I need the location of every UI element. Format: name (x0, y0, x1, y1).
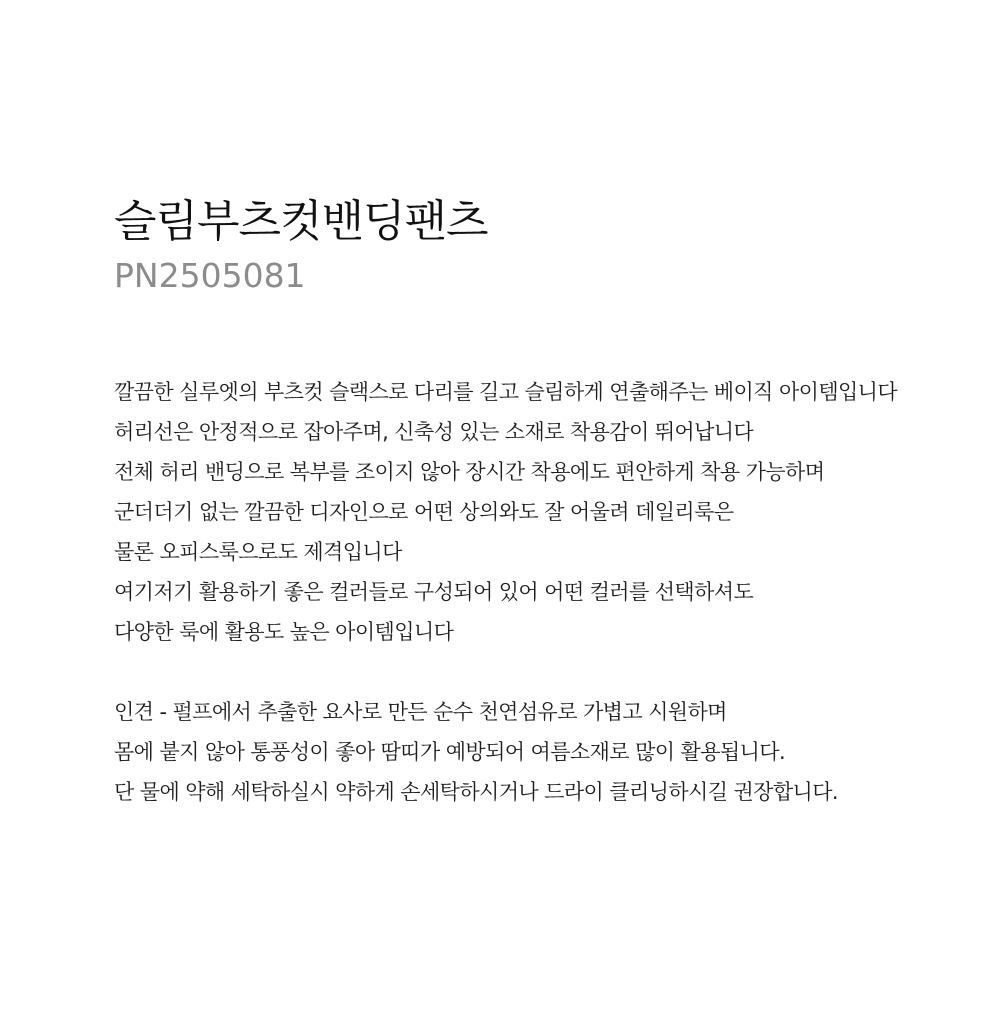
product-code: PN2505081 (114, 256, 306, 295)
material-line: 인견 - 펄프에서 추출한 요사로 만든 순수 천연섬유로 가볍고 시원하며 (114, 700, 727, 724)
description-line: 전체 허리 밴딩으로 복부를 조이지 않아 장시간 착용에도 편안하게 착용 가능하며 (114, 460, 825, 484)
description-line: 군더더기 없는 깔끔한 디자인으로 어떤 상의와도 잘 어울려 데일리룩은 (114, 500, 734, 524)
product-header (114, 192, 488, 296)
material-line: 단 물에 약해 세탁하실시 약하게 손세탁하시거나 드라이 클리닝하시길 권장합니다. (114, 780, 838, 804)
description-line: 다양한 룩에 활용도 높은 아이템입니다 (114, 620, 454, 644)
paragraph-spacer (114, 652, 984, 692)
product-title: 슬림부츠컷밴딩팬츠 (114, 196, 488, 247)
description-line: 여기저기 활용하기 좋은 컬러들로 구성되어 있어 어떤 컬러를 선택하셔도 (114, 580, 754, 604)
description-line: 깔끔한 실루엣의 부츠컷 슬랙스로 다리를 길고 슬림하게 연출해주는 베이직 아이템입니다 (114, 380, 898, 404)
material-line: 몸에 붙지 않아 통풍성이 좋아 땀띠가 예방되어 여름소재로 많이 활용됩니다. (114, 740, 786, 764)
product-description (114, 372, 984, 812)
description-line: 물론 오피스룩으로도 제격입니다 (114, 540, 402, 564)
description-line: 허리선은 안정적으로 잡아주며, 신축성 있는 소재로 착용감이 뛰어납니다 (114, 420, 754, 444)
